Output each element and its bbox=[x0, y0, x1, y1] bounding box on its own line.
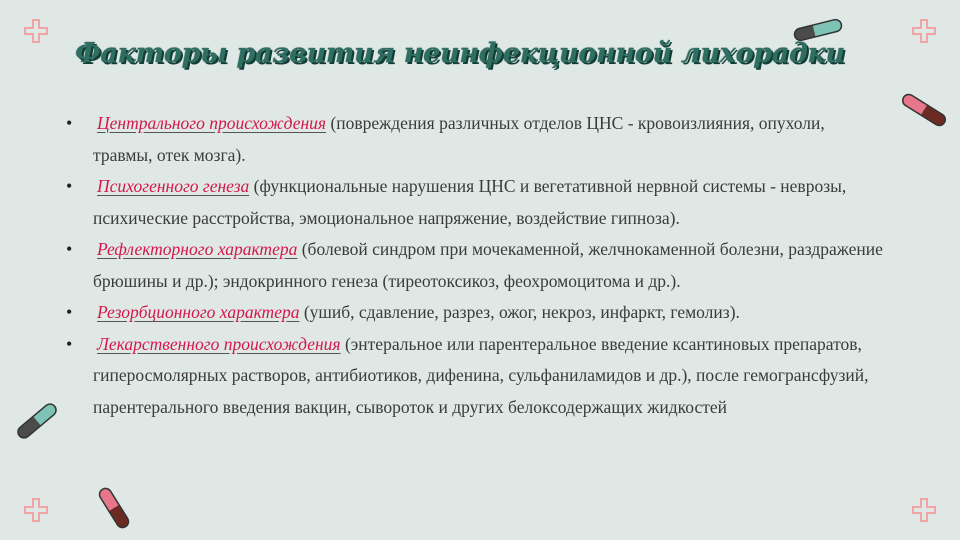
bullet-icon: • bbox=[66, 239, 73, 259]
list-item bbox=[66, 234, 886, 297]
list-item bbox=[66, 171, 886, 234]
bullet-icon: • bbox=[66, 176, 73, 196]
item-text: (болевой синдром при мочекаменной, желчнокаменной болезни, раздражение брюшины и др.); эндокринного генеза (тиреотоксикоз, феохромоцитома и др.). bbox=[93, 239, 883, 291]
item-keyword: Психогенного генеза bbox=[97, 176, 250, 196]
capsule-icon bbox=[896, 90, 952, 130]
capsule-icon bbox=[12, 400, 62, 442]
plus-icon bbox=[911, 497, 937, 523]
bullet-icon: • bbox=[66, 333, 73, 354]
item-keyword: Резорбционного характера bbox=[97, 302, 300, 322]
item-text: (функциональные нарушения ЦНС и вегетативной нервной системы - неврозы, психические расстройства, эмоциональное напряжение, воздействие гипноза). bbox=[93, 176, 847, 228]
list-item bbox=[66, 329, 886, 424]
item-keyword: Лекарственного происхождения bbox=[97, 333, 341, 354]
item-text: (ушиб, сдавление, разрез, ожог, некроз, инфаркт, гемолиз). bbox=[299, 302, 740, 322]
list-item bbox=[66, 108, 886, 171]
capsule-icon bbox=[92, 486, 136, 530]
item-keyword: Рефлекторного характера bbox=[97, 239, 298, 259]
bullet-icon: • bbox=[66, 302, 73, 322]
page-title: Факторы развития неинфекционной лихорадки bbox=[75, 38, 845, 69]
plus-icon bbox=[23, 497, 49, 523]
factors-list bbox=[66, 108, 886, 423]
list-item bbox=[66, 297, 886, 329]
item-text: (энтеральное или парентеральное введение ксантиновых препаратов, гиперосмолярных растворов, антибиотиков, дифенина, сульфаниламидов и др.), после гемогрансфузий, парентерального введения вакцин, сывороток и других белоксодержащих жидкостей bbox=[93, 333, 869, 417]
item-keyword: Центрального происхождения bbox=[97, 113, 327, 133]
bullet-icon: • bbox=[66, 113, 73, 133]
item-text: (повреждения различных отделов ЦНС - кровоизлияния, опухоли, травмы, отек мозга). bbox=[93, 113, 825, 165]
